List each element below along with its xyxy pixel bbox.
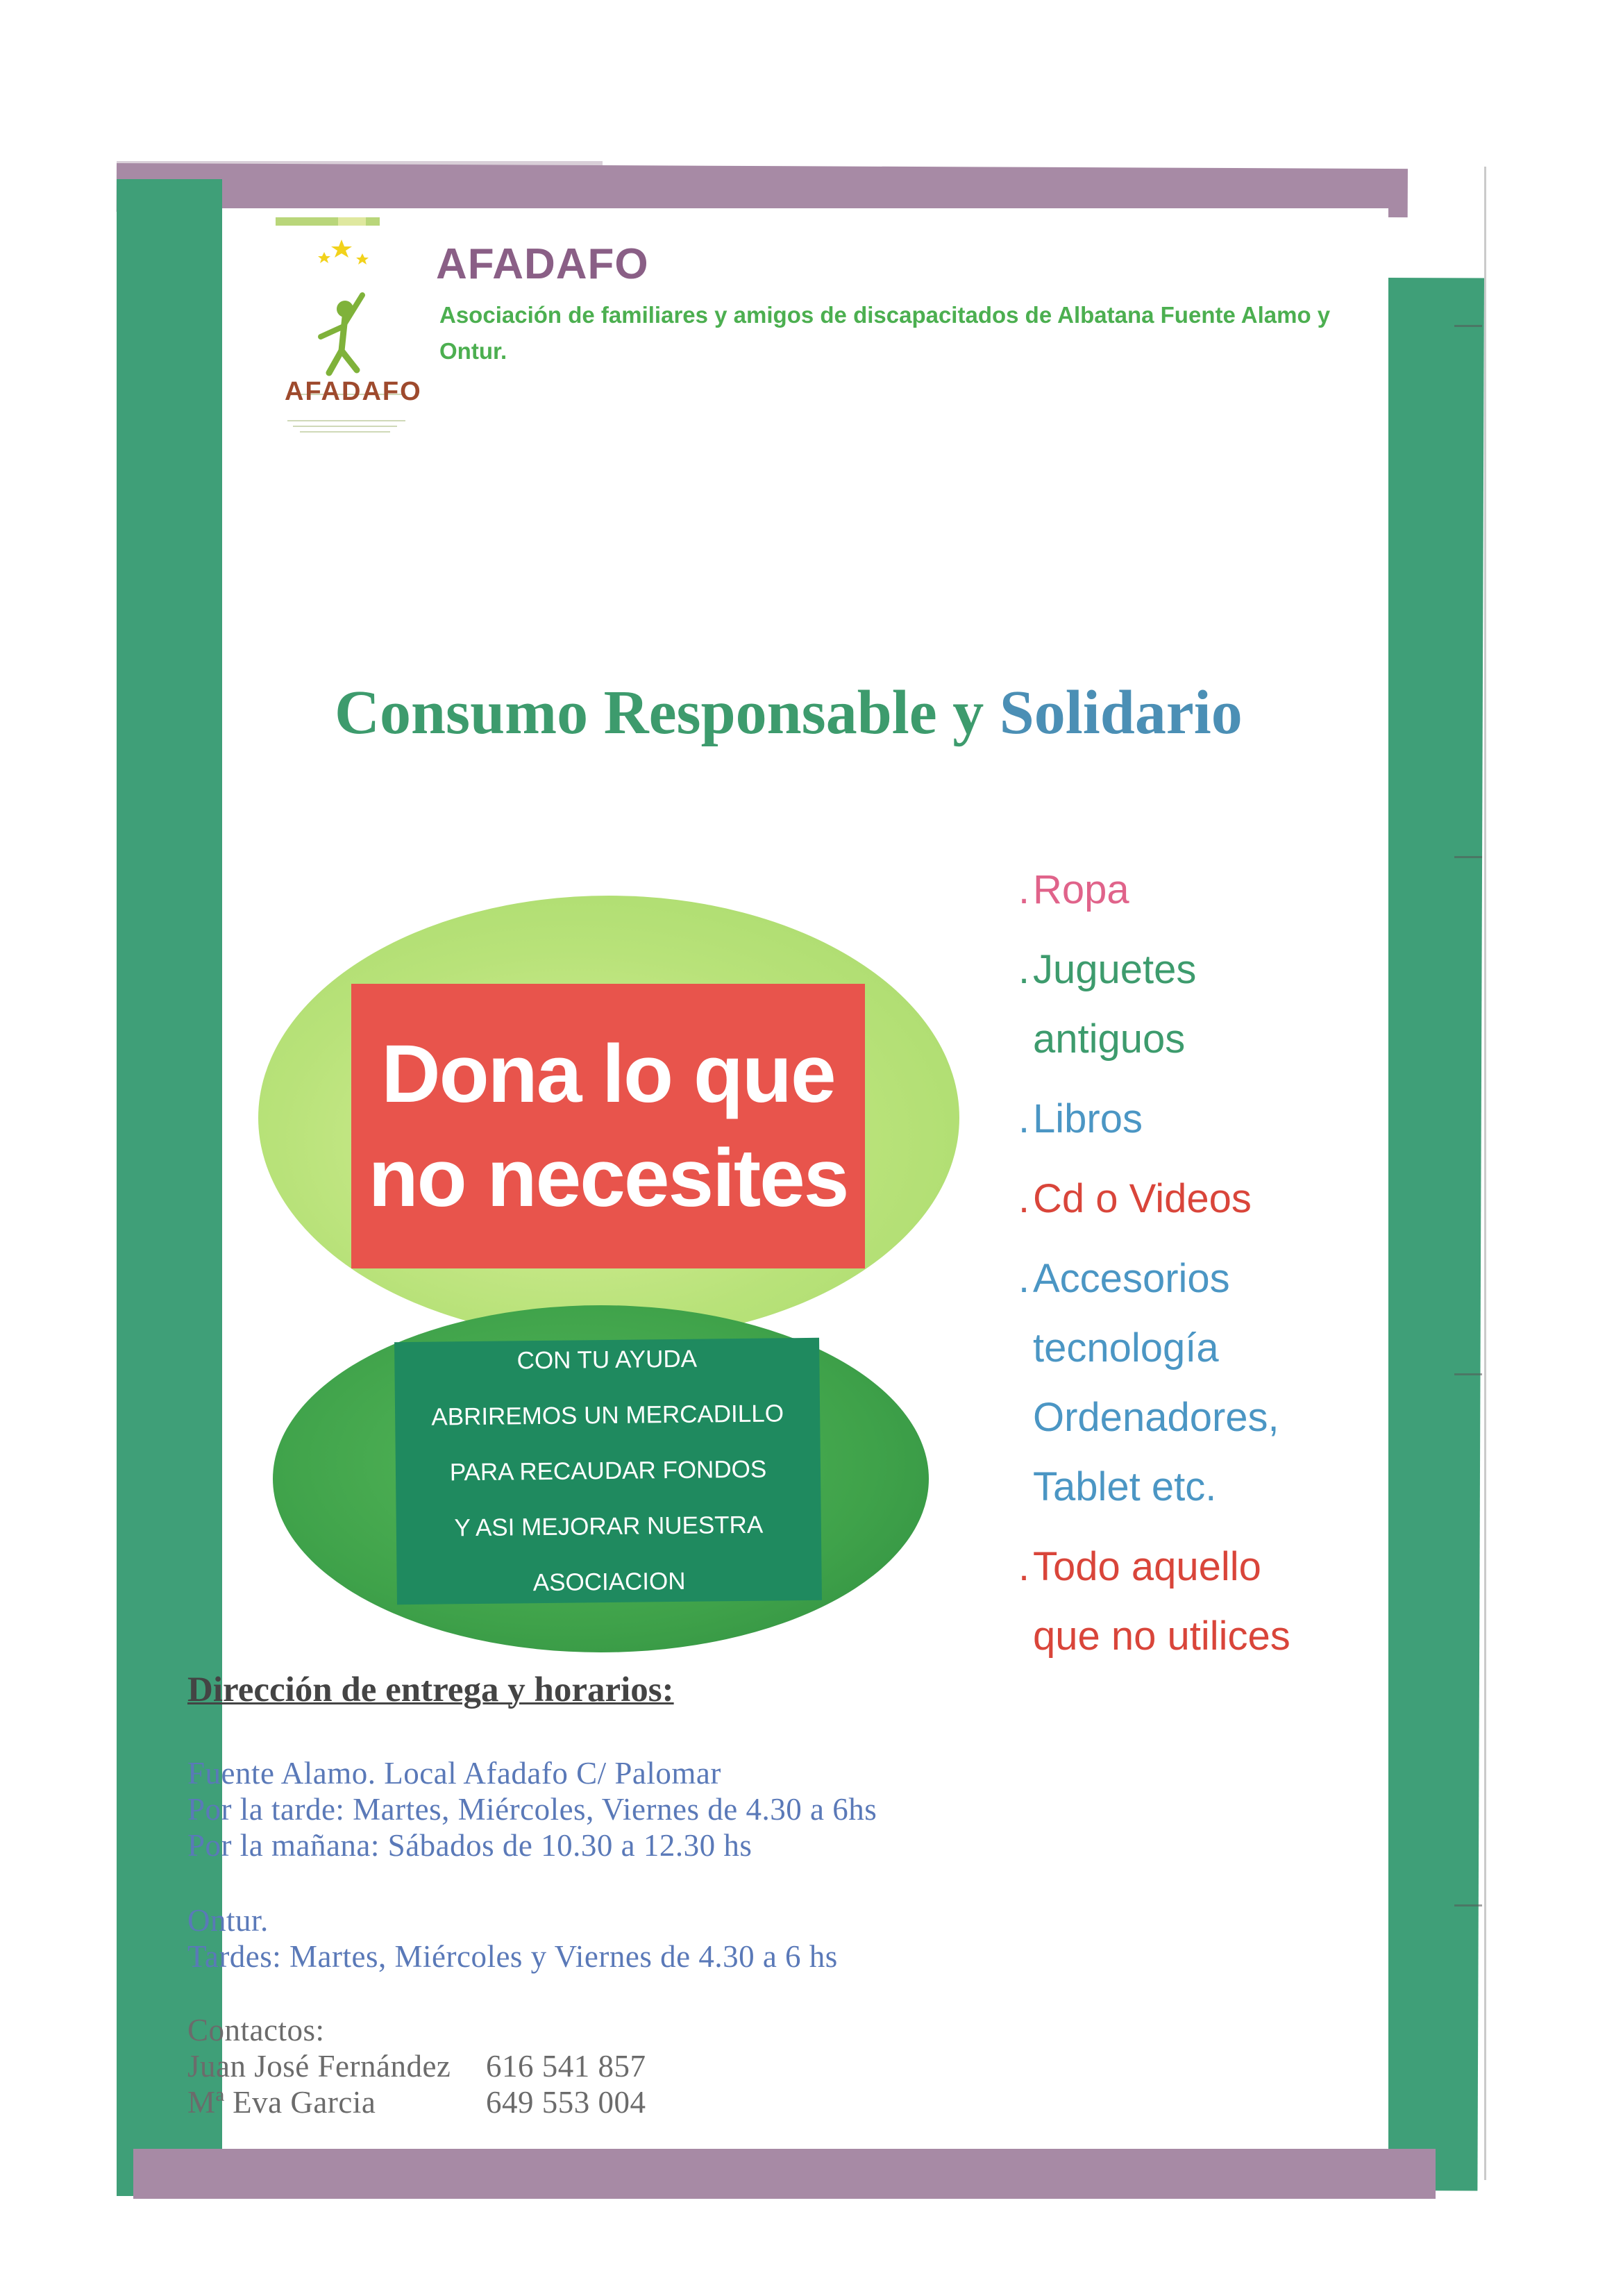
item-label-continuation: que no utilices [1033,1614,1290,1659]
item-label: Todo aquello [1033,1544,1261,1589]
contact-name: Mª Eva Garcia [187,2085,376,2120]
item-label: Libros [1033,1096,1143,1141]
scan-tick-mark [1454,1373,1482,1375]
ontur-info [187,1902,838,1975]
fuente-alamo-info [187,1755,877,1863]
item-label: Accesorios [1033,1256,1230,1301]
item-label: Juguetes [1033,947,1197,992]
left-frame-bar [117,179,222,2196]
item-label-continuation: tecnología [1033,1325,1219,1371]
donate-box [351,984,865,1268]
bottom-frame-bar [133,2149,1436,2199]
scan-tick-mark [1454,325,1482,327]
page-edge-line [1484,167,1486,2180]
donation-item-list [1015,855,1404,1671]
contact-phone: 616 541 857 [486,2049,646,2084]
bullet: . [1018,947,1030,992]
contact-name: Juan José Fernández [187,2049,451,2084]
scan-tick-mark [1454,1904,1482,1907]
donate-line: Dona lo que [381,1028,835,1120]
bullet: . [1018,1176,1030,1221]
title-part-blue: Solidario [999,678,1243,747]
item-label-continuation: Tablet etc. [1033,1464,1217,1509]
help-box [394,1338,822,1604]
item-label: Cd o Videos [1033,1176,1252,1221]
contact-row [187,2084,646,2120]
address-line: Fuente Alamo. Local Afadafo C/ Palomar [187,1756,721,1791]
org-description: Asociación de familiares y amigos de discapacitados de Albatana Fuente Alamo y Ontur. [439,302,1331,364]
scan-tick-mark [1454,856,1482,858]
contact-phone: 649 553 004 [486,2085,646,2120]
list-item [1015,1532,1404,1602]
address-heading: Dirección de entrega y horarios: [187,1670,674,1709]
bullet: . [1018,1096,1030,1141]
list-item [1015,1084,1404,1154]
hours-line: Por la tarde: Martes, Miércoles, Viernes de 4.30 a 6hs [187,1792,877,1827]
hours-line: Por la mañana: Sábados de 10.30 a 12.30 hs [187,1828,752,1863]
page-title [335,677,1243,748]
item-label-continuation: antiguos [1033,1016,1186,1062]
contacts-label: Contactos: [187,2013,325,2047]
logo-text: AFADAFO [285,377,422,406]
bullet: . [1018,1256,1030,1301]
org-name: AFADAFO [436,240,649,288]
list-item [1015,1244,1404,1314]
item-label-continuation: Ordenadores, [1033,1395,1279,1440]
address-line: Ontur. [187,1903,269,1938]
help-line: Y ASI MEJORAR NUESTRA [454,1511,764,1542]
bullet: . [1018,867,1030,912]
list-item [1015,1164,1404,1234]
contacts-info [187,2012,646,2120]
help-line: CON TU AYUDA [516,1345,698,1375]
help-line: ABRIREMOS UN MERCADILLO [431,1400,784,1431]
bullet: . [1018,1544,1030,1589]
help-line: PARA RECAUDAR FONDOS [449,1455,767,1486]
list-item [1015,855,1404,925]
list-item [1015,935,1404,1005]
contact-row [187,2048,646,2084]
afadafo-logo [272,212,425,441]
help-line: ASOCIACION [532,1567,686,1597]
item-label: Ropa [1033,867,1129,912]
title-part-green: Consumo Responsable y [335,678,984,747]
donate-line: no necesites [368,1132,848,1224]
hours-line: Tardes: Martes, Miércoles y Viernes de 4.30 a 6 hs [187,1939,838,1974]
